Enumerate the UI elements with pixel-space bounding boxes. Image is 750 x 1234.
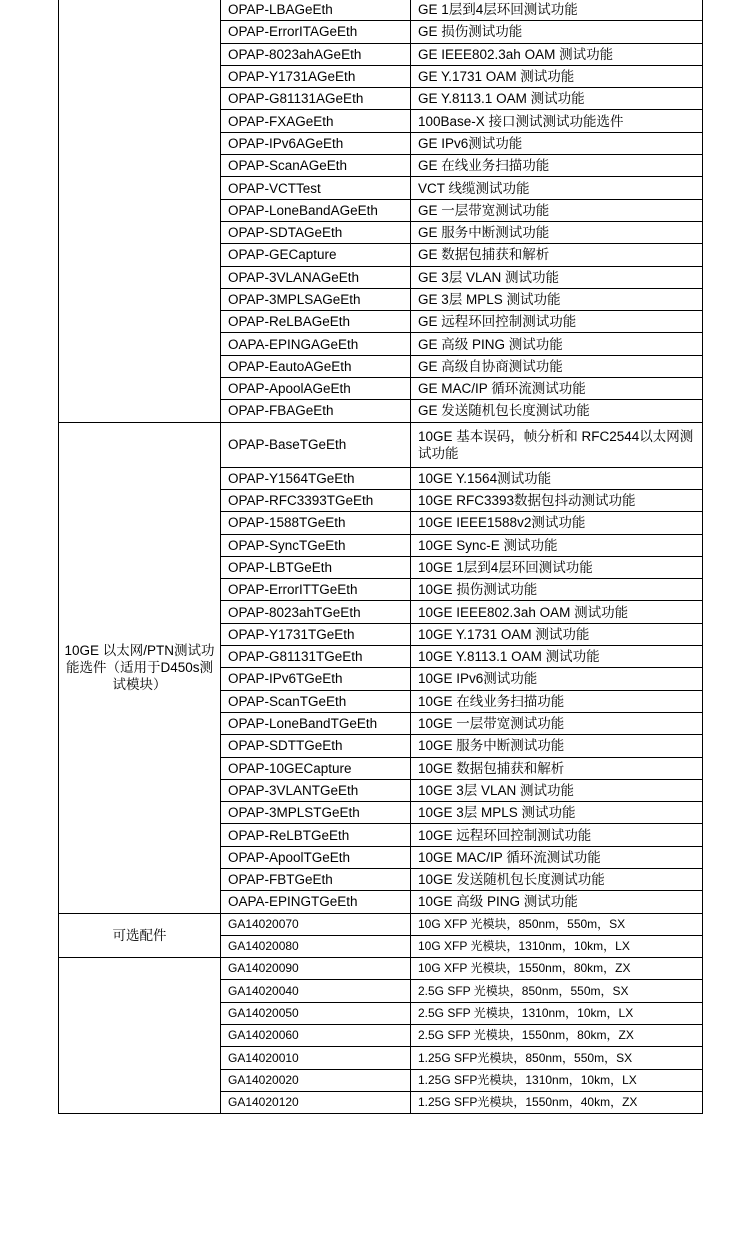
option-description-cell: GE IPv6测试功能 xyxy=(411,132,703,154)
accessories-category-cell: 可选配件 xyxy=(59,913,221,958)
option-code-cell: OPAP-VCTTest xyxy=(221,177,411,199)
option-description-cell: 10GE Y.1731 OAM 测试功能 xyxy=(411,623,703,645)
table-row xyxy=(59,913,703,935)
option-description-cell: GE 发送随机包长度测试功能 xyxy=(411,400,703,422)
option-code-cell: OPAP-1588TGeEth xyxy=(221,512,411,534)
option-description-cell: 10GE 损伤测试功能 xyxy=(411,579,703,601)
option-code-cell: OPAP-G81131TGeEth xyxy=(221,646,411,668)
option-code-cell: OAPA-EPINGTGeEth xyxy=(221,891,411,913)
spec-table-body xyxy=(59,0,703,1114)
option-code-cell: OPAP-ScanTGeEth xyxy=(221,690,411,712)
option-code-cell: OPAP-8023ahAGeEth xyxy=(221,43,411,65)
option-code-cell: OPAP-IPv6TGeEth xyxy=(221,668,411,690)
option-code-cell: GA14020070 xyxy=(221,913,411,935)
option-code-cell: OPAP-ErrorITTGeEth xyxy=(221,579,411,601)
option-code-cell: OPAP-Y1731TGeEth xyxy=(221,623,411,645)
option-code-cell: OPAP-FBTGeEth xyxy=(221,868,411,890)
option-code-cell: OPAP-3MPLSTGeEth xyxy=(221,802,411,824)
option-code-cell: GA14020020 xyxy=(221,1069,411,1091)
option-description-cell: GE 数据包捕获和解析 xyxy=(411,244,703,266)
option-description-cell: 10GE 基本误码，帧分析和 RFC2544以太网测试功能 xyxy=(411,422,703,467)
option-code-cell: OPAP-10GECapture xyxy=(221,757,411,779)
option-code-cell: OPAP-LBTGeEth xyxy=(221,556,411,578)
option-code-cell: OPAP-G81131AGeEth xyxy=(221,88,411,110)
option-description-cell: GE 一层带宽测试功能 xyxy=(411,199,703,221)
option-code-cell: OPAP-ApoolAGeEth xyxy=(221,378,411,400)
option-description-cell: GE 在线业务扫描功能 xyxy=(411,155,703,177)
option-code-cell: OPAP-RFC3393TGeEth xyxy=(221,489,411,511)
option-description-cell: 10GE Y.1564测试功能 xyxy=(411,467,703,489)
option-description-cell: GE 3层 MPLS 测试功能 xyxy=(411,288,703,310)
option-code-cell: OPAP-BaseTGeEth xyxy=(221,422,411,467)
option-code-cell: OPAP-Y1564TGeEth xyxy=(221,467,411,489)
option-code-cell: OPAP-EautoAGeEth xyxy=(221,355,411,377)
option-description-cell: VCT 线缆测试功能 xyxy=(411,177,703,199)
option-description-cell: GE Y.8113.1 OAM 测试功能 xyxy=(411,88,703,110)
option-code-cell: OPAP-SDTAGeEth xyxy=(221,221,411,243)
option-code-cell: OPAP-ScanAGeEth xyxy=(221,155,411,177)
option-description-cell: GE 高级 PING 测试功能 xyxy=(411,333,703,355)
option-code-cell: OPAP-GECapture xyxy=(221,244,411,266)
option-description-cell: GE 损伤测试功能 xyxy=(411,21,703,43)
option-code-cell: OPAP-FXAGeEth xyxy=(221,110,411,132)
option-description-cell: 10GE 3层 MPLS 测试功能 xyxy=(411,802,703,824)
option-description-cell: 10G XFP 光模块，1310nm，10km，LX xyxy=(411,935,703,957)
option-code-cell: OPAP-ErrorITAGeEth xyxy=(221,21,411,43)
option-code-cell: OPAP-ReLBAGeEth xyxy=(221,311,411,333)
option-description-cell: GE 高级自协商测试功能 xyxy=(411,355,703,377)
option-description-cell: 10GE 1层到4层环回测试功能 xyxy=(411,556,703,578)
option-code-cell: GA14020060 xyxy=(221,1025,411,1047)
option-description-cell: GE MAC/IP 循环流测试功能 xyxy=(411,378,703,400)
option-description-cell: 10G XFP 光模块，850nm，550m，SX xyxy=(411,913,703,935)
option-description-cell: 10GE 远程环回控制测试功能 xyxy=(411,824,703,846)
option-description-cell: 2.5G SFP 光模块，1310nm，10km，LX xyxy=(411,1002,703,1024)
accessories-continued-category-cell xyxy=(59,958,221,1114)
option-description-cell: 10GE IEEE802.3ah OAM 测试功能 xyxy=(411,601,703,623)
option-description-cell: 100Base-X 接口测试测试功能选件 xyxy=(411,110,703,132)
option-description-cell: GE 3层 VLAN 测试功能 xyxy=(411,266,703,288)
option-description-cell: 1.25G SFP光模块，850nm，550m，SX xyxy=(411,1047,703,1069)
option-code-cell: GA14020090 xyxy=(221,958,411,980)
option-code-cell: OPAP-3MPLSAGeEth xyxy=(221,288,411,310)
option-description-cell: 1.25G SFP光模块，1550nm，40km，ZX xyxy=(411,1091,703,1113)
option-description-cell: 1.25G SFP光模块，1310nm，10km，LX xyxy=(411,1069,703,1091)
option-code-cell: OPAP-3VLANAGeEth xyxy=(221,266,411,288)
option-code-cell: GA14020010 xyxy=(221,1047,411,1069)
options-spec-table xyxy=(58,0,703,1114)
option-code-cell: OPAP-SDTTGeEth xyxy=(221,735,411,757)
option-code-cell: OPAP-3VLANTGeEth xyxy=(221,779,411,801)
option-code-cell: OPAP-LoneBandTGeEth xyxy=(221,712,411,734)
option-code-cell: GA14020120 xyxy=(221,1091,411,1113)
option-description-cell: GE IEEE802.3ah OAM 测试功能 xyxy=(411,43,703,65)
option-description-cell: 10GE MAC/IP 循环流测试功能 xyxy=(411,846,703,868)
option-description-cell: 10GE 高级 PING 测试功能 xyxy=(411,891,703,913)
option-description-cell: 2.5G SFP 光模块，1550nm，80km，ZX xyxy=(411,1025,703,1047)
option-description-cell: 10G XFP 光模块，1550nm，80km，ZX xyxy=(411,958,703,980)
table-row xyxy=(59,422,703,467)
option-code-cell: GA14020040 xyxy=(221,980,411,1002)
option-description-cell: 10GE Y.8113.1 OAM 测试功能 xyxy=(411,646,703,668)
option-description-cell: 10GE 发送随机包长度测试功能 xyxy=(411,868,703,890)
option-description-cell: 10GE 服务中断测试功能 xyxy=(411,735,703,757)
option-description-cell: GE 远程环回控制测试功能 xyxy=(411,311,703,333)
option-code-cell: OPAP-SyncTGeEth xyxy=(221,534,411,556)
option-code-cell: OAPA-EPINGAGeEth xyxy=(221,333,411,355)
option-description-cell: 10GE 在线业务扫描功能 xyxy=(411,690,703,712)
option-description-cell: 10GE 一层带宽测试功能 xyxy=(411,712,703,734)
option-description-cell: 10GE IPv6测试功能 xyxy=(411,668,703,690)
option-description-cell: 2.5G SFP 光模块，850nm，550m，SX xyxy=(411,980,703,1002)
option-description-cell: GE Y.1731 OAM 测试功能 xyxy=(411,65,703,87)
option-code-cell: OPAP-FBAGeEth xyxy=(221,400,411,422)
option-code-cell: GA14020050 xyxy=(221,1002,411,1024)
ge-options-category-cell xyxy=(59,0,221,422)
option-code-cell: OPAP-8023ahTGeEth xyxy=(221,601,411,623)
option-code-cell: GA14020080 xyxy=(221,935,411,957)
option-code-cell: OPAP-ApoolTGeEth xyxy=(221,846,411,868)
option-description-cell: 10GE 3层 VLAN 测试功能 xyxy=(411,779,703,801)
option-code-cell: OPAP-ReLBTGeEth xyxy=(221,824,411,846)
option-code-cell: OPAP-LoneBandAGeEth xyxy=(221,199,411,221)
option-code-cell: OPAP-Y1731AGeEth xyxy=(221,65,411,87)
option-code-cell: OPAP-IPv6AGeEth xyxy=(221,132,411,154)
option-code-cell: OPAP-LBAGeEth xyxy=(221,0,411,21)
table-row xyxy=(59,0,703,21)
option-description-cell: GE 1层到4层环回测试功能 xyxy=(411,0,703,21)
table-row xyxy=(59,958,703,980)
option-description-cell: 10GE Sync-E 测试功能 xyxy=(411,534,703,556)
option-description-cell: GE 服务中断测试功能 xyxy=(411,221,703,243)
option-description-cell: 10GE RFC3393数据包抖动测试功能 xyxy=(411,489,703,511)
option-description-cell: 10GE IEEE1588v2测试功能 xyxy=(411,512,703,534)
10ge-options-category-cell: 10GE 以太网/PTN测试功能选件（适用于D450s测试模块） xyxy=(59,422,221,913)
option-description-cell: 10GE 数据包捕获和解析 xyxy=(411,757,703,779)
